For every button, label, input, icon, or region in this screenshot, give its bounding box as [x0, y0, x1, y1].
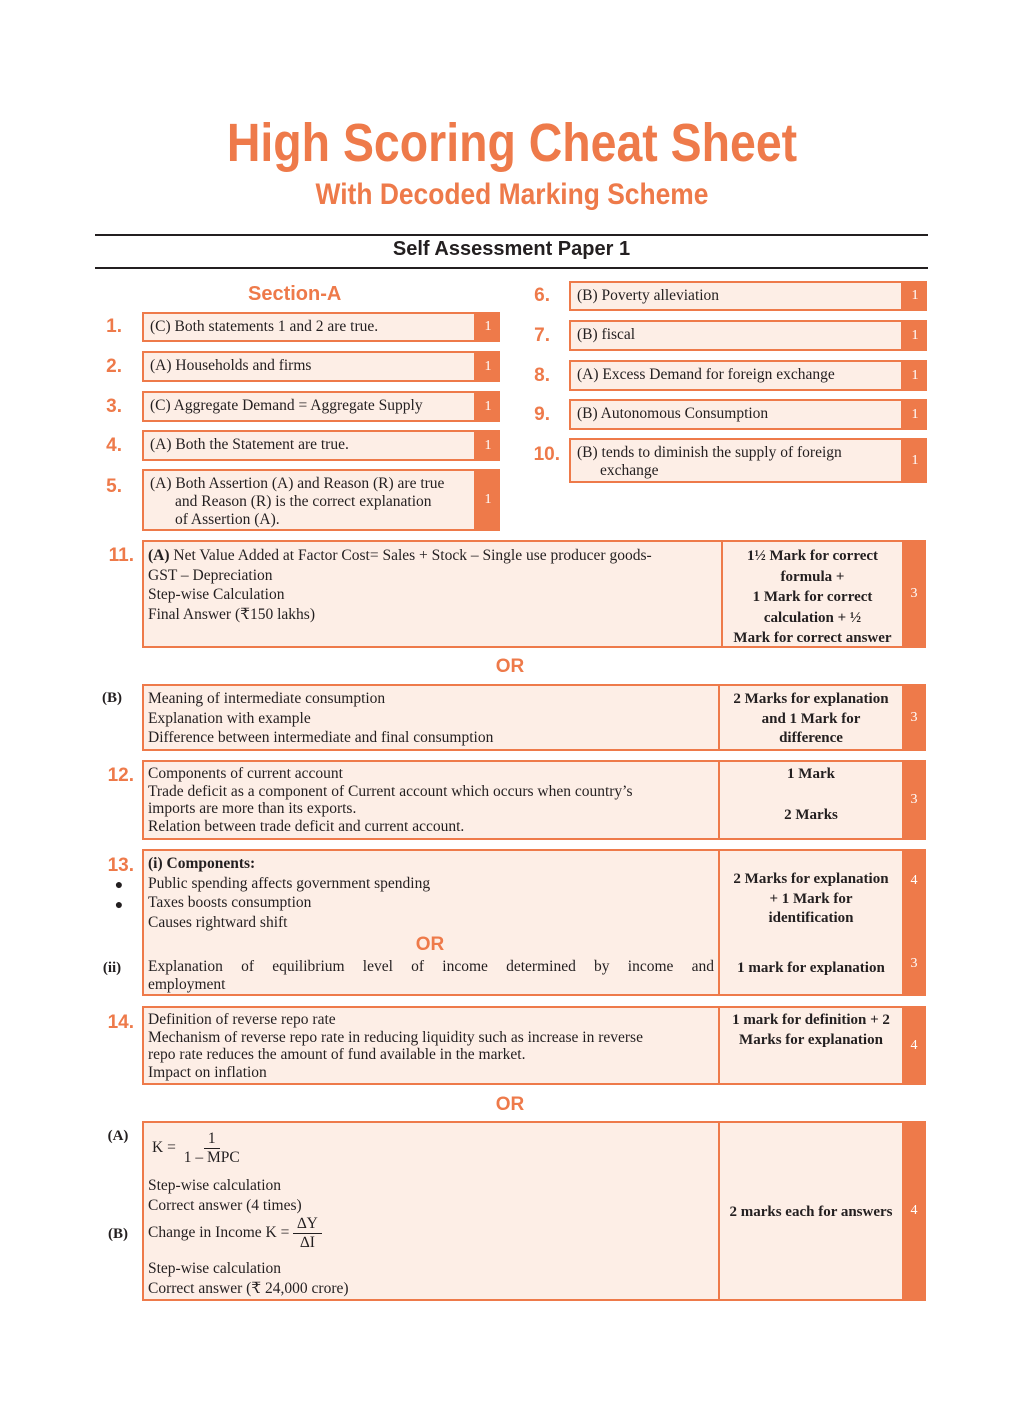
mark-badge: 1: [476, 351, 500, 382]
formula-lhs: K =: [152, 1139, 176, 1157]
mark-badge: 1: [476, 312, 500, 342]
formula-fraction: [293, 1215, 322, 1252]
content-line: Net Value Added at Factor Cost= Sales + Stock – Single use producer goods-: [169, 547, 652, 564]
q12-scheme-1: 1 Mark: [787, 766, 835, 782]
question-number: 12.: [107, 765, 134, 786]
content-line: Final Answer (₹150 lakhs): [148, 605, 315, 623]
sub-label: (A): [148, 547, 170, 564]
q13-scheme-1: [720, 870, 902, 929]
scheme-line: 1 Mark for correct: [752, 589, 873, 605]
scheme-line: identification: [768, 910, 854, 926]
content-line: imports are more than its exports.: [148, 800, 357, 817]
answer-box-3: (C) Aggregate Demand = Aggregate Supply: [142, 391, 476, 422]
content-line: Step-wise calculation: [148, 1177, 281, 1194]
content-line: Relation between trade deficit and current account.: [148, 817, 465, 835]
q12-content: [148, 765, 714, 835]
scheme-line: 2 Marks for explanation: [733, 871, 889, 887]
question-number: 4.: [106, 435, 122, 456]
question-number: 5.: [106, 476, 122, 497]
answer-line: (A) Both Assertion (A) and Reason (R) are true: [150, 475, 445, 492]
answer-box-1: (C) Both statements 1 and 2 are true.: [142, 312, 476, 342]
scheme-line: 1½ Mark for correct: [746, 548, 879, 564]
answer-box-9: (B) Autonomous Consumption: [569, 399, 903, 430]
mark-badge: 3: [910, 956, 918, 971]
answer-box-8: (A) Excess Demand for foreign exchange: [569, 360, 903, 391]
mark-badge: 1: [476, 469, 500, 531]
content-line: GST – Depreciation: [148, 566, 273, 584]
scheme-line: difference: [779, 730, 843, 746]
question-number: 9.: [534, 404, 550, 425]
income-formula: [148, 1215, 322, 1252]
content-line: Mechanism of reverse repo rate in reducing liquidity such as increase in reverse: [148, 1028, 643, 1046]
section-a-title: Section-A: [248, 283, 342, 305]
content-line: Public spending affects government spending: [148, 874, 431, 892]
or-divider: OR: [495, 1094, 525, 1115]
q11-a-scheme: [723, 546, 902, 649]
answer-line: exchange: [600, 462, 659, 479]
or-divider: OR: [415, 934, 445, 955]
q14-or-a-content: [148, 1176, 302, 1215]
question-number: 13.: [107, 855, 134, 876]
q13-content: [148, 854, 714, 932]
question-number: 6.: [534, 285, 550, 306]
content-line: Explanation with example: [148, 709, 311, 727]
content-line: Meaning of intermediate consumption: [148, 690, 386, 707]
mark-badge: 1: [476, 391, 500, 422]
bullet-icon: ●: [114, 878, 124, 893]
answer-box-4: (A) Both the Statement are true.: [142, 430, 476, 461]
scheme-line: 2 Marks for explanation: [733, 691, 889, 707]
answer-box-2: (A) Households and firms: [142, 351, 476, 382]
fraction-denominator: ∆I: [300, 1234, 315, 1251]
mark-badge: 1: [903, 399, 927, 430]
sub-label: (A): [107, 1128, 129, 1144]
answer-box-5: [142, 469, 476, 531]
question-number: 10.: [533, 444, 560, 465]
question-number: 3.: [106, 396, 122, 417]
q14-or-scheme: 2 marks each for answers: [729, 1204, 893, 1220]
content-line: Causes rightward shift: [148, 913, 288, 931]
q13-scheme-2: 1 mark for explanation: [737, 960, 885, 976]
k-formula: [152, 1130, 244, 1167]
q11-a-content: [148, 546, 718, 624]
paper-title: Self Assessment Paper 1: [392, 238, 631, 260]
top-rule: [95, 234, 928, 236]
question-number: 8.: [534, 365, 550, 386]
mark-badge: 1: [903, 281, 927, 311]
bullet-icon: ●: [114, 898, 124, 913]
content-line: repo rate reduces the amount of fund available in the market.: [148, 1046, 526, 1063]
q11-b-scheme: [720, 690, 902, 749]
content-line: Definition of reverse repo rate: [148, 1011, 336, 1028]
formula-fraction: [180, 1130, 244, 1167]
content-line: Step-wise calculation: [148, 1260, 281, 1277]
question-number: 1.: [106, 316, 122, 337]
content-line: Explanation of equilibrium level of income determined by income and: [148, 958, 714, 975]
answer-line: of Assertion (A).: [175, 511, 280, 528]
mark-badge: 1: [903, 438, 927, 483]
content-line: Step-wise Calculation: [148, 586, 285, 603]
mark-badge: 4: [902, 1006, 926, 1085]
q11-b-content: [148, 689, 714, 748]
scheme-line: and 1 Mark for: [761, 710, 861, 727]
content-heading: (i) Components:: [148, 855, 256, 872]
sub-label: (ii): [102, 960, 122, 976]
mark-badge: 3: [902, 760, 926, 840]
scheme-line: + 1 Mark for: [769, 890, 853, 907]
mark-badge: 1: [903, 320, 927, 351]
answer-line: (B) tends to diminish the supply of foreign: [577, 444, 842, 461]
content-line: Impact on inflation: [148, 1063, 267, 1081]
q14-or-b-content: [148, 1259, 349, 1298]
scheme-line: formula +: [780, 568, 845, 585]
mark-badge: 1: [903, 360, 927, 391]
formula-lhs: Change in Income K =: [148, 1224, 290, 1242]
content-line: Trade deficit as a component of Current account which occurs when country’s: [148, 782, 633, 800]
sub-label: (B): [102, 690, 122, 706]
mark-badge: 4: [902, 1121, 926, 1301]
scheme-line: 1 mark for definition + 2: [732, 1012, 890, 1028]
mark-badge: 4: [902, 849, 926, 996]
fraction-denominator: 1 – MPC: [183, 1149, 240, 1166]
question-number: 7.: [534, 325, 550, 346]
answer-box-10: [569, 438, 903, 483]
content-line: Difference between intermediate and final consumption: [148, 729, 494, 746]
mark-badge: 1: [476, 430, 500, 461]
question-number: 14.: [107, 1012, 134, 1033]
mark-badge: 3: [902, 684, 926, 751]
or-divider: OR: [495, 656, 525, 677]
q14-scheme: [720, 1011, 902, 1050]
answer-line: and Reason (R) is the correct explanation: [175, 493, 432, 510]
content-line: employment: [148, 975, 226, 993]
content-line: Components of current account: [148, 765, 343, 782]
content-line: Correct answer (4 times): [148, 1196, 302, 1214]
fraction-numerator: 1: [204, 1130, 220, 1149]
content-line: Correct answer (₹ 24,000 crore): [148, 1279, 349, 1297]
scheme-line: calculation + ½: [763, 609, 862, 626]
sub-label: (B): [108, 1226, 128, 1242]
answer-box-6: (B) Poverty alleviation: [569, 281, 903, 311]
scheme-line: Mark for correct answer: [733, 630, 892, 646]
q13-ii-content: [148, 958, 714, 993]
content-line: Taxes boosts consumption: [148, 894, 312, 911]
q12-scheme-2: 2 Marks: [784, 807, 838, 823]
answer-box-7: (B) fiscal: [569, 320, 903, 351]
mark-badge: 3: [902, 540, 926, 648]
sheet-title: High Scoring Cheat Sheet: [226, 113, 798, 173]
fraction-numerator: ∆Y: [293, 1215, 322, 1234]
sheet-subtitle: With Decoded Marking Scheme: [315, 178, 709, 211]
question-number: 11.: [108, 545, 134, 566]
q14-content: [148, 1011, 714, 1081]
scheme-line: Marks for explanation: [739, 1031, 883, 1048]
question-number: 2.: [106, 356, 122, 377]
bottom-rule: [95, 267, 928, 269]
